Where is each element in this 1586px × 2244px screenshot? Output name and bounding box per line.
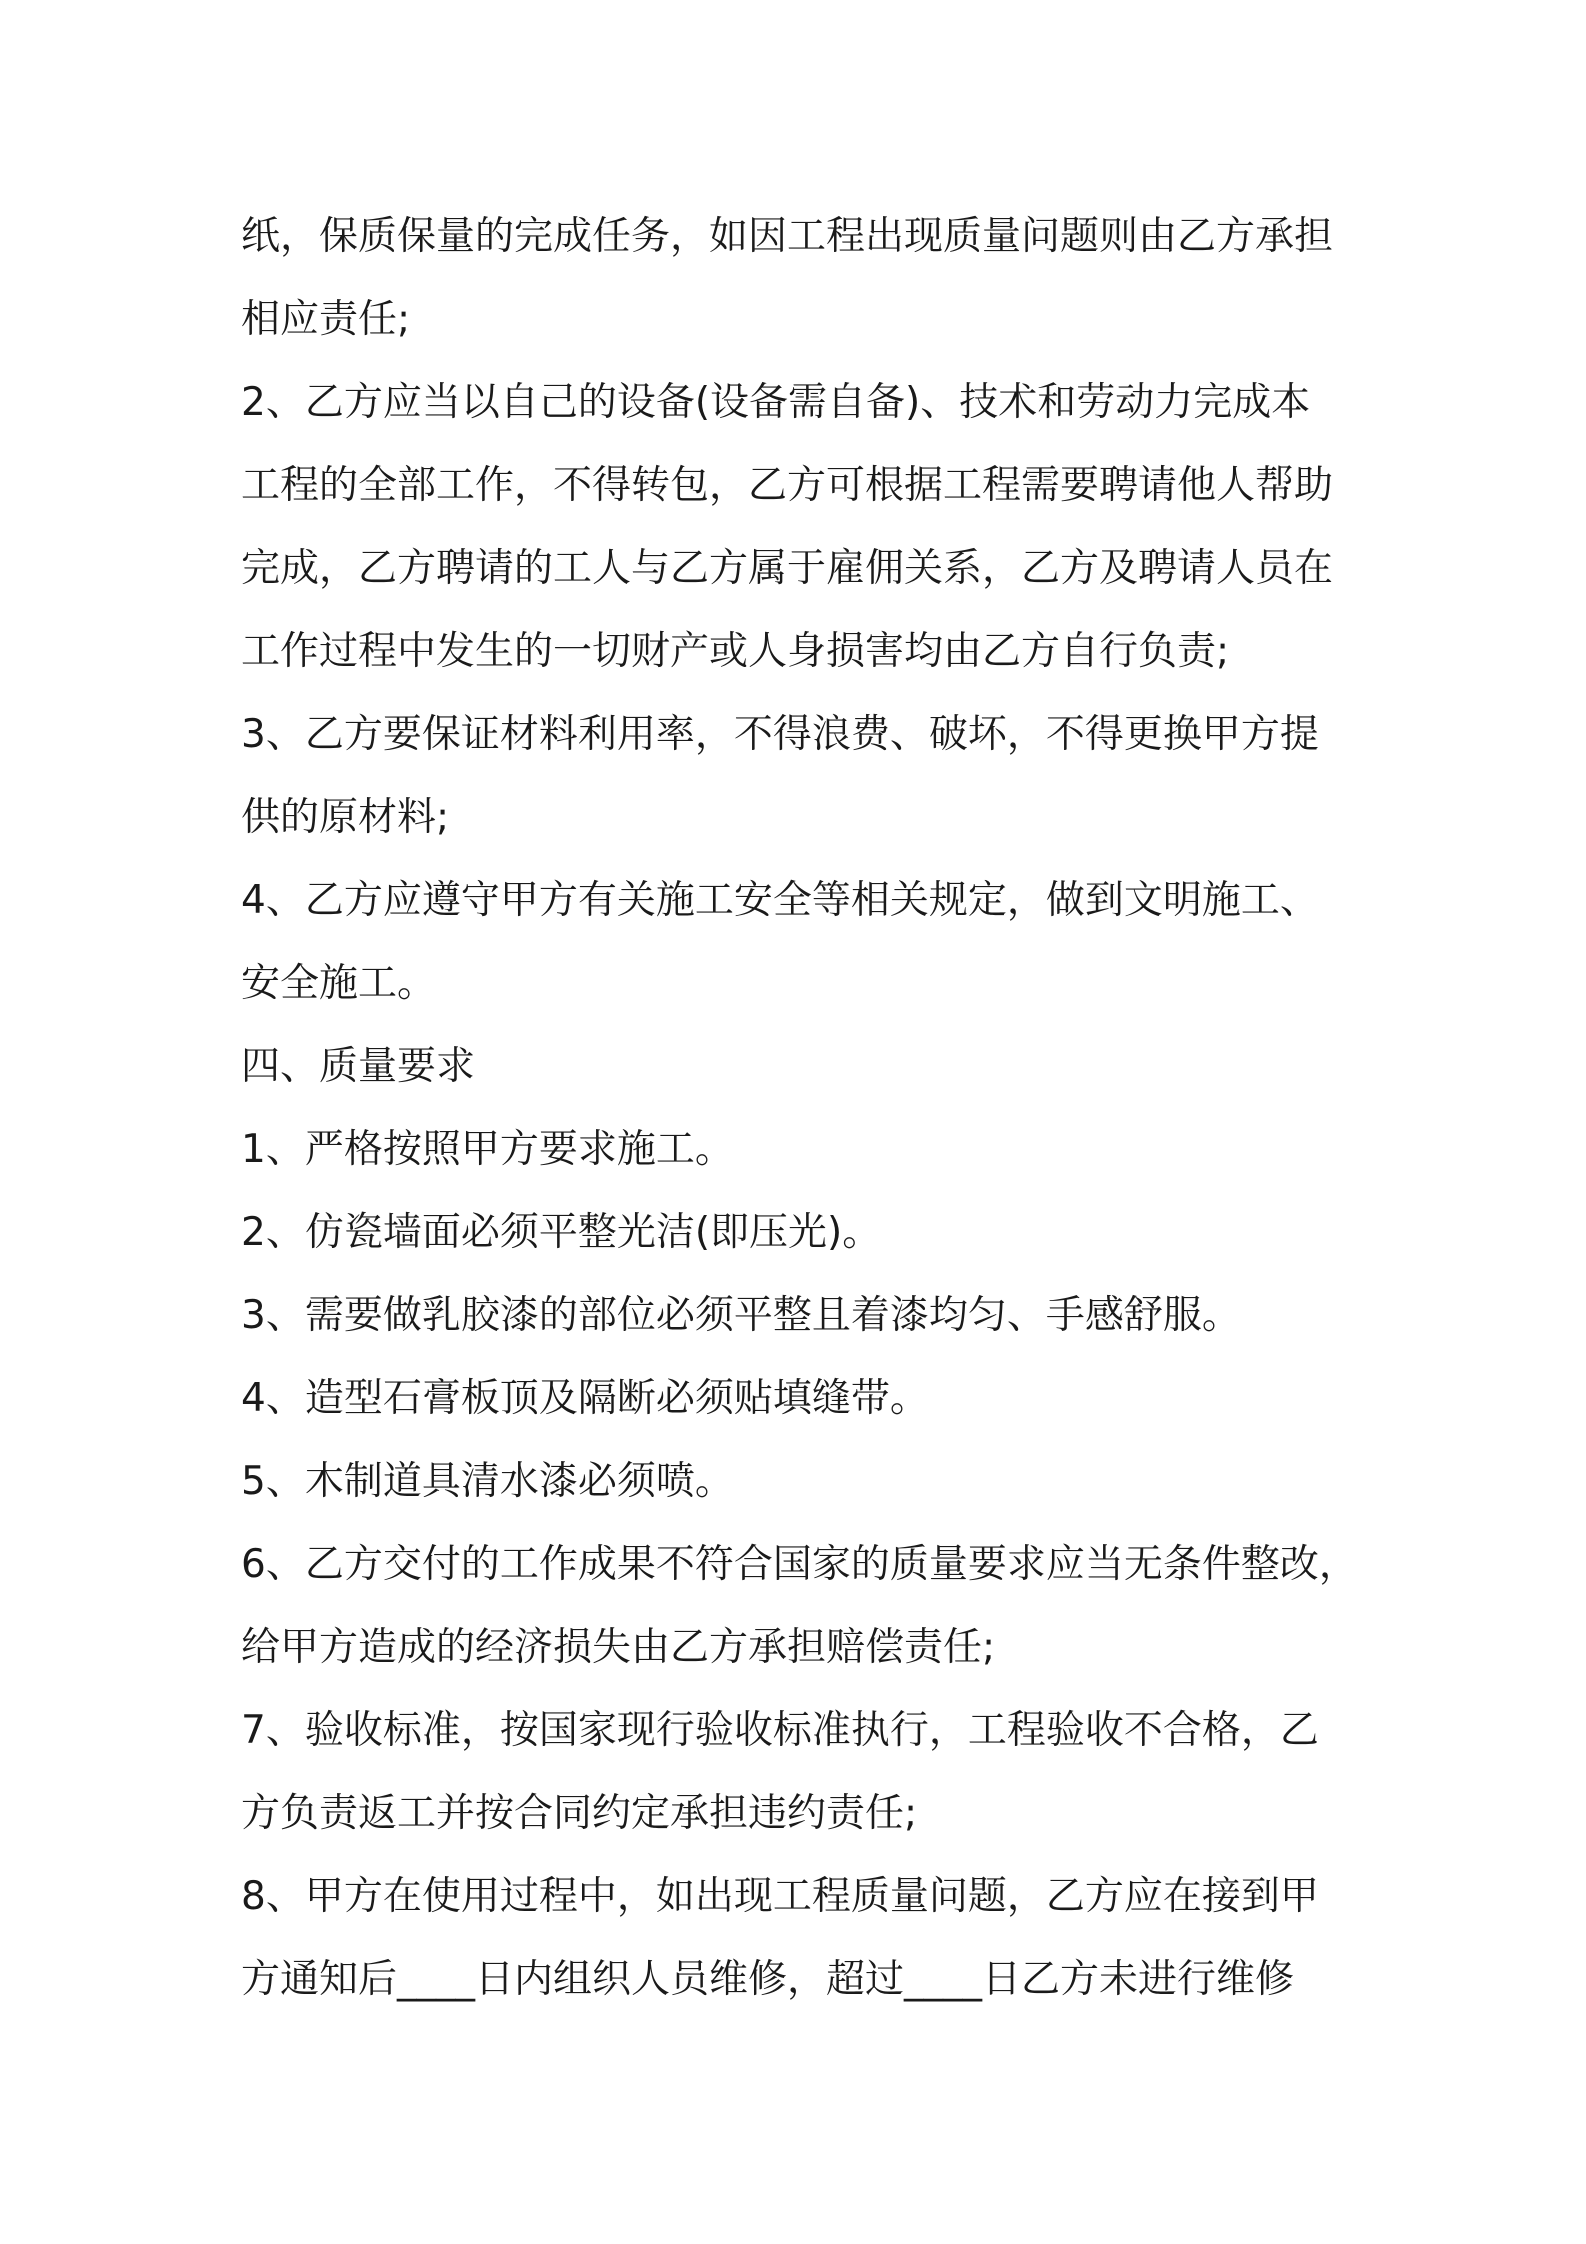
text-line: 3、乙方要保证材料利用率，不得浪费、破坏，不得更换甲方提 bbox=[241, 712, 1319, 757]
text-line: 方通知后____日内组织人员维修，超过____日乙方未进行维修 bbox=[241, 1957, 1295, 2002]
text-line: 方负责返工并按合同约定承担违约责任; bbox=[241, 1791, 918, 1836]
text-line: 5、木制道具清水漆必须喷。 bbox=[241, 1459, 734, 1504]
text-line: 纸，保质保量的完成任务，如因工程出现质量问题则由乙方承担 bbox=[241, 214, 1334, 259]
text-line: 4、乙方应遵守甲方有关施工安全等相关规定，做到文明施工、 bbox=[241, 878, 1319, 923]
text-line: 完成，乙方聘请的工人与乙方属于雇佣关系，乙方及聘请人员在 bbox=[241, 546, 1334, 591]
text-line: 安全施工。 bbox=[241, 961, 437, 1006]
text-line: 2、仿瓷墙面必须平整光洁(即压光)。 bbox=[241, 1210, 882, 1255]
text-line: 供的原材料; bbox=[241, 795, 450, 840]
text-line: 6、乙方交付的工作成果不符合国家的质量要求应当无条件整改， bbox=[241, 1542, 1358, 1587]
text-line: 3、需要做乳胶漆的部位必须平整且着漆均匀、手感舒服。 bbox=[241, 1293, 1241, 1338]
document-body bbox=[241, 195, 1371, 2021]
text-line: 4、造型石膏板顶及隔断必须贴填缝带。 bbox=[241, 1376, 929, 1421]
text-line: 7、验收标准，按国家现行验收标准执行，工程验收不合格，乙 bbox=[241, 1708, 1319, 1753]
text-line: 2、乙方应当以自己的设备(设备需自备)、技术和劳动力完成本 bbox=[241, 380, 1311, 425]
text-line: 1、严格按照甲方要求施工。 bbox=[241, 1127, 734, 1172]
text-line: 工作过程中发生的一切财产或人身损害均由乙方自行负责; bbox=[241, 629, 1230, 674]
section-heading: 四、质量要求 bbox=[241, 1044, 476, 1089]
text-line: 给甲方造成的经济损失由乙方承担赔偿责任; bbox=[241, 1625, 996, 1670]
text-line: 相应责任; bbox=[241, 297, 411, 342]
text-line: 8、甲方在使用过程中，如出现工程质量问题，乙方应在接到甲 bbox=[241, 1874, 1319, 1919]
text-line: 工程的全部工作，不得转包，乙方可根据工程需要聘请他人帮助 bbox=[241, 463, 1334, 508]
